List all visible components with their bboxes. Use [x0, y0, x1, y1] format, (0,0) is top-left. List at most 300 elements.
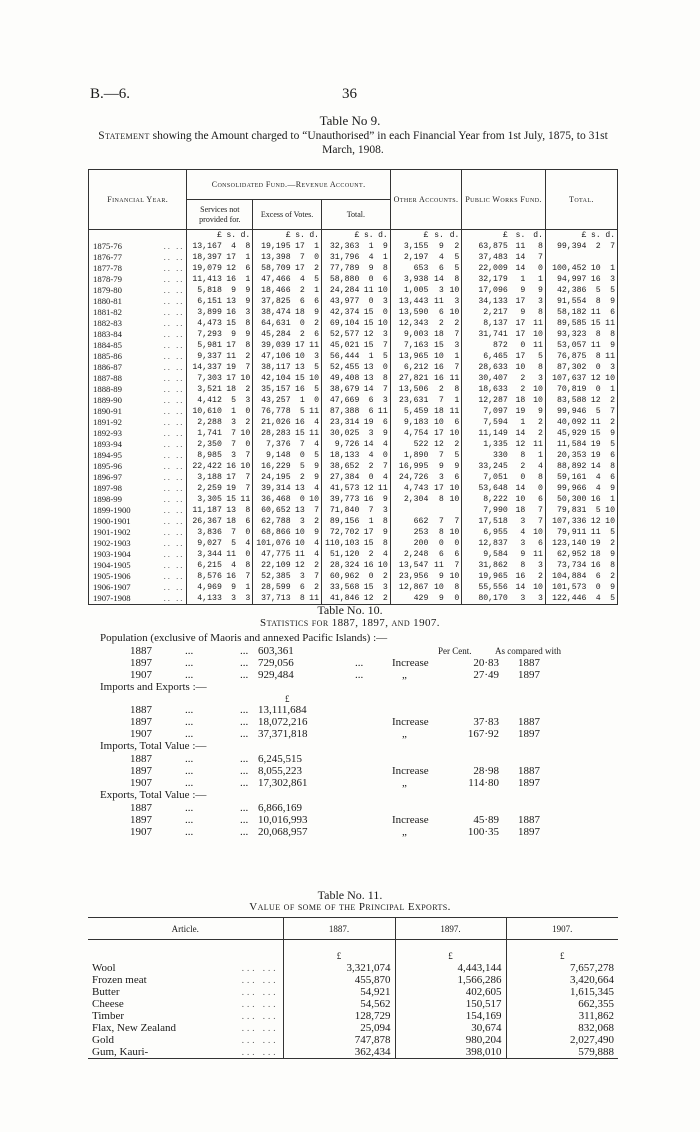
- amount-cell: 13: [294, 484, 305, 493]
- amount-cell: 31,741: [462, 329, 510, 340]
- amount-cell: 17: [294, 264, 305, 273]
- amount-cell: 0: [368, 297, 374, 306]
- unit-label: d.: [240, 231, 251, 240]
- amount-cell: 1: [537, 451, 543, 460]
- stat-compared: 1887: [518, 814, 540, 826]
- amount-cell: 2,217: [462, 307, 510, 318]
- amount-cell: 6: [299, 297, 305, 306]
- year-cell: [89, 274, 187, 285]
- amount-cell: 14: [515, 583, 526, 592]
- amount-cell: 38,474: [253, 307, 293, 318]
- amount-cell: 7: [299, 253, 305, 262]
- export-row: [88, 986, 618, 998]
- amount-cell: 9,726: [321, 439, 361, 450]
- amount-cell: 11: [307, 593, 322, 605]
- leader-dots: .. ..: [163, 318, 185, 328]
- amount-cell: 17: [226, 473, 237, 482]
- amount-cell: 24,726: [390, 472, 430, 483]
- amount-cell: 15: [294, 429, 305, 438]
- leader-dots: ... ...: [241, 975, 279, 985]
- amount-cell: 64,631: [253, 318, 293, 329]
- amount-cell: 26,367: [187, 516, 224, 527]
- export-value: 154,169: [395, 1010, 506, 1022]
- export-row: [88, 998, 618, 1010]
- amount-cell: 8: [603, 461, 618, 472]
- amount-cell: 7: [603, 406, 618, 417]
- amount-cell: 79,911: [545, 527, 588, 538]
- header-total: Total.: [545, 170, 617, 230]
- amount-cell: 5,459: [390, 406, 430, 417]
- amount-cell: 6: [382, 418, 388, 427]
- amount-cell: 2: [603, 538, 618, 549]
- amount-cell: 19: [590, 440, 601, 449]
- leader-dots: .. ..: [163, 461, 185, 471]
- amount-cell: 9: [603, 483, 618, 494]
- leader-dots: ... ...: [241, 963, 279, 973]
- amount-cell: 6: [454, 473, 460, 482]
- amount-cell: 5: [603, 285, 618, 296]
- amount-cell: 88,892: [545, 461, 588, 472]
- amount-cell: 9: [314, 462, 319, 471]
- amount-cell: 87,388: [321, 406, 361, 417]
- amount-cell: 11: [533, 319, 543, 328]
- amount-cell: 15: [590, 429, 601, 438]
- amount-cell: 3: [454, 341, 460, 350]
- amount-cell: 13,443: [390, 296, 430, 307]
- amount-cell: 0: [299, 319, 305, 328]
- amount-cell: 76,778: [253, 406, 293, 417]
- amount-cell: 101,573: [545, 582, 588, 593]
- leader-dots: ...: [185, 814, 194, 826]
- amount-cell: 19,965: [462, 571, 510, 582]
- amount-cell: 9: [430, 593, 445, 605]
- amount-cell: 5,818: [187, 285, 224, 296]
- amount-cell: 18: [433, 330, 444, 339]
- amount-cell: 6: [438, 308, 444, 317]
- stat-percent: 27·49: [473, 669, 499, 681]
- year-cell: [89, 428, 187, 439]
- header-percent: Per Cent.: [438, 646, 472, 656]
- year-label: 1875-76: [93, 241, 122, 251]
- stat-value: 6,866,169: [258, 802, 302, 814]
- article-label: Gold: [92, 1034, 114, 1046]
- amount-cell: 330: [462, 450, 510, 461]
- amount-cell: 4: [314, 418, 319, 427]
- amount-cell: 59,161: [545, 472, 588, 483]
- leader-dots: ...: [185, 826, 194, 838]
- amount-cell: 55,556: [462, 582, 510, 593]
- stat-year: 1887: [130, 802, 152, 814]
- amount-cell: 47,466: [253, 274, 293, 285]
- amount-cell: 2,304: [390, 494, 430, 505]
- amount-cell: 30,407: [462, 373, 510, 384]
- stat-value: 17,302,861: [258, 777, 308, 789]
- amount-cell: 47,669: [321, 395, 361, 406]
- leader-dots: ... ...: [241, 1047, 279, 1057]
- amount-cell: 9: [603, 582, 618, 593]
- amount-cell: 39,314: [253, 483, 293, 494]
- amount-cell: 3: [603, 362, 618, 373]
- amount-cell: 9: [438, 242, 444, 251]
- amount-cell: 49,408: [321, 373, 361, 384]
- amount-cell: 89,156: [321, 516, 361, 527]
- export-value: 54,562: [283, 998, 395, 1010]
- amount-cell: 11: [363, 286, 374, 295]
- stat-value: 10,016,993: [258, 814, 308, 826]
- stat-compared: 1897: [518, 826, 540, 838]
- stat-row: [100, 669, 640, 681]
- amount-cell: 11: [433, 297, 444, 306]
- stat-change: Increase: [392, 765, 429, 777]
- export-value: 150,517: [395, 998, 506, 1010]
- header-consolidated-fund: Consolidated Fund.—Revenue Account.: [187, 170, 390, 200]
- amount-cell: 107,637: [545, 373, 588, 384]
- year-cell: [89, 516, 187, 527]
- amount-cell: 5: [314, 385, 319, 394]
- export-row: [88, 1022, 618, 1034]
- year-cell: [89, 406, 187, 417]
- table-row: [89, 296, 618, 307]
- amount-cell: 4: [520, 528, 526, 537]
- amount-cell: 1: [382, 253, 388, 262]
- stat-value: 929,484: [258, 669, 294, 681]
- year-label: 1903-1904: [93, 549, 131, 559]
- export-value: 54,921: [283, 986, 395, 998]
- leader-dots: ...: [240, 802, 249, 814]
- leader-dots: ... ...: [241, 1035, 279, 1045]
- amount-cell: 15: [363, 539, 374, 548]
- amount-cell: 7,303: [187, 373, 224, 384]
- amount-cell: 2: [245, 385, 251, 394]
- stat-compared: 1887: [518, 765, 540, 777]
- amount-cell: 20,353: [545, 450, 588, 461]
- amount-cell: 31,862: [462, 560, 510, 571]
- amount-cell: 15: [363, 341, 374, 350]
- amount-cell: 4,743: [390, 483, 430, 494]
- stat-compared: 1887: [518, 657, 540, 669]
- table10-statistics: [100, 632, 640, 838]
- table9-unauthorised: [88, 169, 618, 605]
- amount-cell: 9: [382, 495, 388, 504]
- amount-cell: 73,734: [545, 560, 588, 571]
- year-label: 1889-90: [93, 395, 122, 405]
- stat-row: [100, 728, 640, 740]
- amount-cell: 5: [231, 539, 237, 548]
- amount-cell: 6: [314, 297, 319, 306]
- export-value: 1,615,345: [506, 986, 618, 998]
- amount-cell: 3: [224, 593, 238, 605]
- amount-cell: 6: [454, 418, 460, 427]
- table-row: [89, 395, 618, 406]
- amount-cell: 9: [245, 297, 251, 306]
- amount-cell: 7: [245, 572, 251, 581]
- article-label: Cheese: [92, 998, 124, 1010]
- amount-cell: 43,257: [253, 395, 293, 406]
- amount-cell: 3: [520, 517, 526, 526]
- amount-cell: 7: [537, 253, 543, 262]
- amount-cell: 0: [520, 473, 526, 482]
- amount-cell: 8: [454, 275, 460, 284]
- amount-cell: 9: [454, 462, 460, 471]
- year-cell: [89, 494, 187, 505]
- amount-cell: 872: [462, 340, 510, 351]
- leader-dots: ...: [240, 716, 249, 728]
- table9-title: Table No 9.: [319, 113, 381, 128]
- amount-cell: 0: [299, 495, 305, 504]
- amount-cell: 15: [433, 341, 444, 350]
- year-cell: [89, 263, 187, 274]
- amount-cell: 4: [382, 550, 388, 559]
- header-financial-year: Financial Year.: [89, 170, 187, 230]
- table-row: [89, 560, 618, 571]
- year-label: 1901-1902: [93, 527, 131, 537]
- amount-cell: 18,466: [253, 285, 293, 296]
- amount-cell: 6: [537, 539, 543, 548]
- header-1897: 1897.: [395, 918, 506, 940]
- export-value: 398,010: [395, 1046, 506, 1059]
- amount-cell: 4: [595, 473, 601, 482]
- amount-cell: 9,584: [462, 549, 510, 560]
- amount-cell: [390, 505, 430, 516]
- amount-cell: 17: [515, 297, 526, 306]
- article-name: [88, 1034, 283, 1046]
- year-cell: [89, 549, 187, 560]
- amount-cell: 5: [314, 451, 319, 460]
- leader-dots: .. ..: [163, 241, 185, 251]
- amount-cell: 13,965: [390, 351, 430, 362]
- amount-cell: 16,995: [390, 461, 430, 472]
- amount-cell: 19: [590, 451, 601, 460]
- amount-cell: 3,305: [187, 494, 224, 505]
- amount-cell: 17,518: [462, 516, 510, 527]
- amount-cell: 4: [245, 539, 251, 548]
- amount-cell: 653: [390, 263, 430, 274]
- amount-cell: 7,163: [390, 340, 430, 351]
- amount-cell: 5: [603, 439, 618, 450]
- amount-cell: 10: [533, 528, 543, 537]
- amount-cell: 53,057: [545, 340, 588, 351]
- amount-cell: 3: [537, 297, 543, 306]
- amount-cell: 1: [454, 396, 460, 405]
- year-label: 1907-1908: [93, 593, 131, 603]
- amount-cell: 32,363: [321, 241, 361, 252]
- amount-cell: 1: [520, 275, 526, 284]
- amount-cell: 7: [438, 517, 444, 526]
- amount-cell: 6: [382, 275, 388, 284]
- amount-cell: 2: [376, 593, 391, 605]
- amount-cell: 19,195: [253, 241, 293, 252]
- amount-cell: 4: [438, 253, 444, 262]
- stat-compared: 1897: [518, 669, 540, 681]
- amount-cell: 10: [433, 418, 444, 427]
- amount-cell: 16: [226, 572, 237, 581]
- amount-cell: 3,899: [187, 307, 224, 318]
- amount-cell: 0: [438, 539, 444, 548]
- amount-cell: 3,188: [187, 472, 224, 483]
- amount-cell: 19: [590, 539, 601, 548]
- stat-compared: 1897: [518, 777, 540, 789]
- amount-cell: 14: [515, 253, 526, 262]
- amount-cell: 10: [449, 429, 460, 438]
- amount-cell: 16: [433, 374, 444, 383]
- table-row: [89, 384, 618, 395]
- amount-cell: 9: [520, 286, 526, 295]
- amount-cell: 56,444: [321, 351, 361, 362]
- amount-cell: 9: [382, 528, 388, 537]
- amount-cell: 8: [293, 593, 307, 605]
- amount-cell: 13: [226, 297, 237, 306]
- amount-cell: 7,293: [187, 329, 224, 340]
- header-1907: 1907.: [506, 918, 618, 940]
- amount-cell: 45,021: [321, 340, 361, 351]
- amount-cell: 3: [368, 429, 374, 438]
- amount-cell: 13: [226, 506, 237, 515]
- amount-cell: 10: [603, 373, 618, 384]
- amount-cell: 27,384: [321, 472, 361, 483]
- amount-cell: 38,679: [321, 384, 361, 395]
- amount-cell: 253: [390, 527, 430, 538]
- amount-cell: 30,025: [321, 428, 361, 439]
- amount-cell: 2: [314, 517, 319, 526]
- amount-cell: 19: [363, 418, 374, 427]
- section-label: Imports and Exports :—: [100, 681, 207, 693]
- leader-dots: ...: [355, 657, 364, 669]
- amount-cell: 1: [454, 352, 460, 361]
- leader-dots: .. ..: [163, 527, 185, 537]
- amount-cell: 3: [238, 593, 253, 605]
- stat-year: 1897: [130, 657, 152, 669]
- amount-cell: 18: [294, 308, 305, 317]
- amount-cell: 8: [603, 329, 618, 340]
- year-label: 1882-83: [93, 318, 122, 328]
- amount-cell: 2: [299, 286, 305, 295]
- amount-cell: 13,590: [390, 307, 430, 318]
- amount-cell: 10: [433, 352, 444, 361]
- amount-cell: 4: [368, 451, 374, 460]
- amount-cell: 22,009: [462, 263, 510, 274]
- year-cell: [89, 560, 187, 571]
- stat-row: [100, 826, 640, 838]
- amount-cell: 11: [226, 550, 237, 559]
- unit-label: s.: [434, 231, 444, 240]
- amount-cell: 8: [245, 506, 251, 515]
- amount-cell: 14: [515, 429, 526, 438]
- amount-cell: 0: [446, 593, 462, 605]
- year-label: 1906-1907: [93, 582, 131, 592]
- year-cell: [89, 340, 187, 351]
- article-name: [88, 986, 283, 998]
- amount-cell: 16: [515, 572, 526, 581]
- leader-dots: .. ..: [163, 549, 185, 559]
- statement-rest: showing the Amount charged to “Unauthorised” in each Financial Year from 1st July, 1875, to 31st March, 1908.: [149, 130, 608, 156]
- amount-cell: 37,713: [253, 593, 293, 605]
- amount-cell: 4: [368, 253, 374, 262]
- amount-cell: 10: [240, 429, 251, 438]
- leader-dots: .. ..: [163, 560, 185, 570]
- amount-cell: 19: [515, 407, 526, 416]
- table-row: [89, 439, 618, 450]
- leader-dots: ...: [240, 669, 249, 681]
- amount-cell: 5: [314, 275, 319, 284]
- stat-compared: 1887: [518, 716, 540, 728]
- leader-dots: .. ..: [163, 307, 185, 317]
- amount-cell: 6: [454, 550, 460, 559]
- amount-cell: 9,148: [253, 450, 293, 461]
- amount-cell: 104,884: [545, 571, 588, 582]
- amount-cell: 2: [595, 242, 601, 251]
- population-label: Population (exclusive of Maoris and annexed Pacific Islands) :—: [100, 632, 388, 644]
- amount-cell: 21,026: [253, 417, 293, 428]
- amount-cell: 11,187: [187, 505, 224, 516]
- table-row: [89, 340, 618, 351]
- year-label: 1891-92: [93, 417, 122, 427]
- amount-cell: 12,343: [390, 318, 430, 329]
- amount-cell: 2: [454, 242, 460, 251]
- amount-cell: 7: [231, 429, 237, 438]
- table10-subtitle: Statistics for 1887, 1897, and 1907.: [260, 617, 440, 629]
- amount-cell: 39,773: [321, 494, 361, 505]
- amount-cell: 11: [377, 484, 388, 493]
- amount-cell: 3,155: [390, 241, 430, 252]
- leader-dots: ...: [240, 728, 249, 740]
- amount-cell: 12: [294, 561, 305, 570]
- stat-row: [100, 716, 640, 728]
- stat-value: 729,056: [258, 657, 294, 669]
- amount-cell: 8: [595, 297, 601, 306]
- amount-cell: 10: [449, 572, 460, 581]
- export-row: [88, 1010, 618, 1022]
- amount-cell: 3: [314, 352, 319, 361]
- stat-value: 18,072,216: [258, 716, 308, 728]
- pound-sign: £: [283, 940, 395, 963]
- leader-dots: .. ..: [163, 450, 185, 460]
- year-cell: [89, 373, 187, 384]
- leader-dots: .. ..: [163, 384, 185, 394]
- amount-cell: 10: [603, 505, 618, 516]
- amount-cell: 10: [515, 363, 526, 372]
- pound-sign: £: [285, 694, 290, 704]
- year-cell: [89, 329, 187, 340]
- leader-dots: ...: [185, 728, 194, 740]
- amount-cell: 1: [314, 286, 319, 295]
- year-cell: [89, 527, 187, 538]
- unit-label: s.: [591, 231, 601, 240]
- amount-cell: 2: [299, 330, 305, 339]
- amount-cell: 12: [590, 517, 601, 526]
- article-name: [88, 1046, 283, 1059]
- article-name: [88, 974, 283, 986]
- amount-cell: 6: [368, 396, 374, 405]
- leader-dots: ...: [240, 765, 249, 777]
- article-label: Gum, Kauri-: [92, 1046, 149, 1058]
- export-row: [88, 1034, 618, 1046]
- pound-row: [88, 940, 618, 963]
- stat-value: 6,245,515: [258, 753, 302, 765]
- section-label: Imports, Total Value :—: [100, 740, 207, 752]
- amount-cell: 2: [537, 429, 543, 438]
- amount-cell: 9: [382, 429, 388, 438]
- stat-percent: 100·35: [467, 826, 499, 838]
- amount-cell: 16: [363, 495, 374, 504]
- amount-cell: 24,195: [253, 472, 293, 483]
- amount-cell: 0: [595, 363, 601, 372]
- amount-cell: 9: [314, 308, 319, 317]
- table-row: [89, 450, 618, 461]
- amount-cell: 10: [240, 462, 251, 471]
- amount-cell: 8,576: [187, 571, 224, 582]
- export-value: 362,434: [283, 1046, 395, 1059]
- amount-cell: 3: [537, 374, 543, 383]
